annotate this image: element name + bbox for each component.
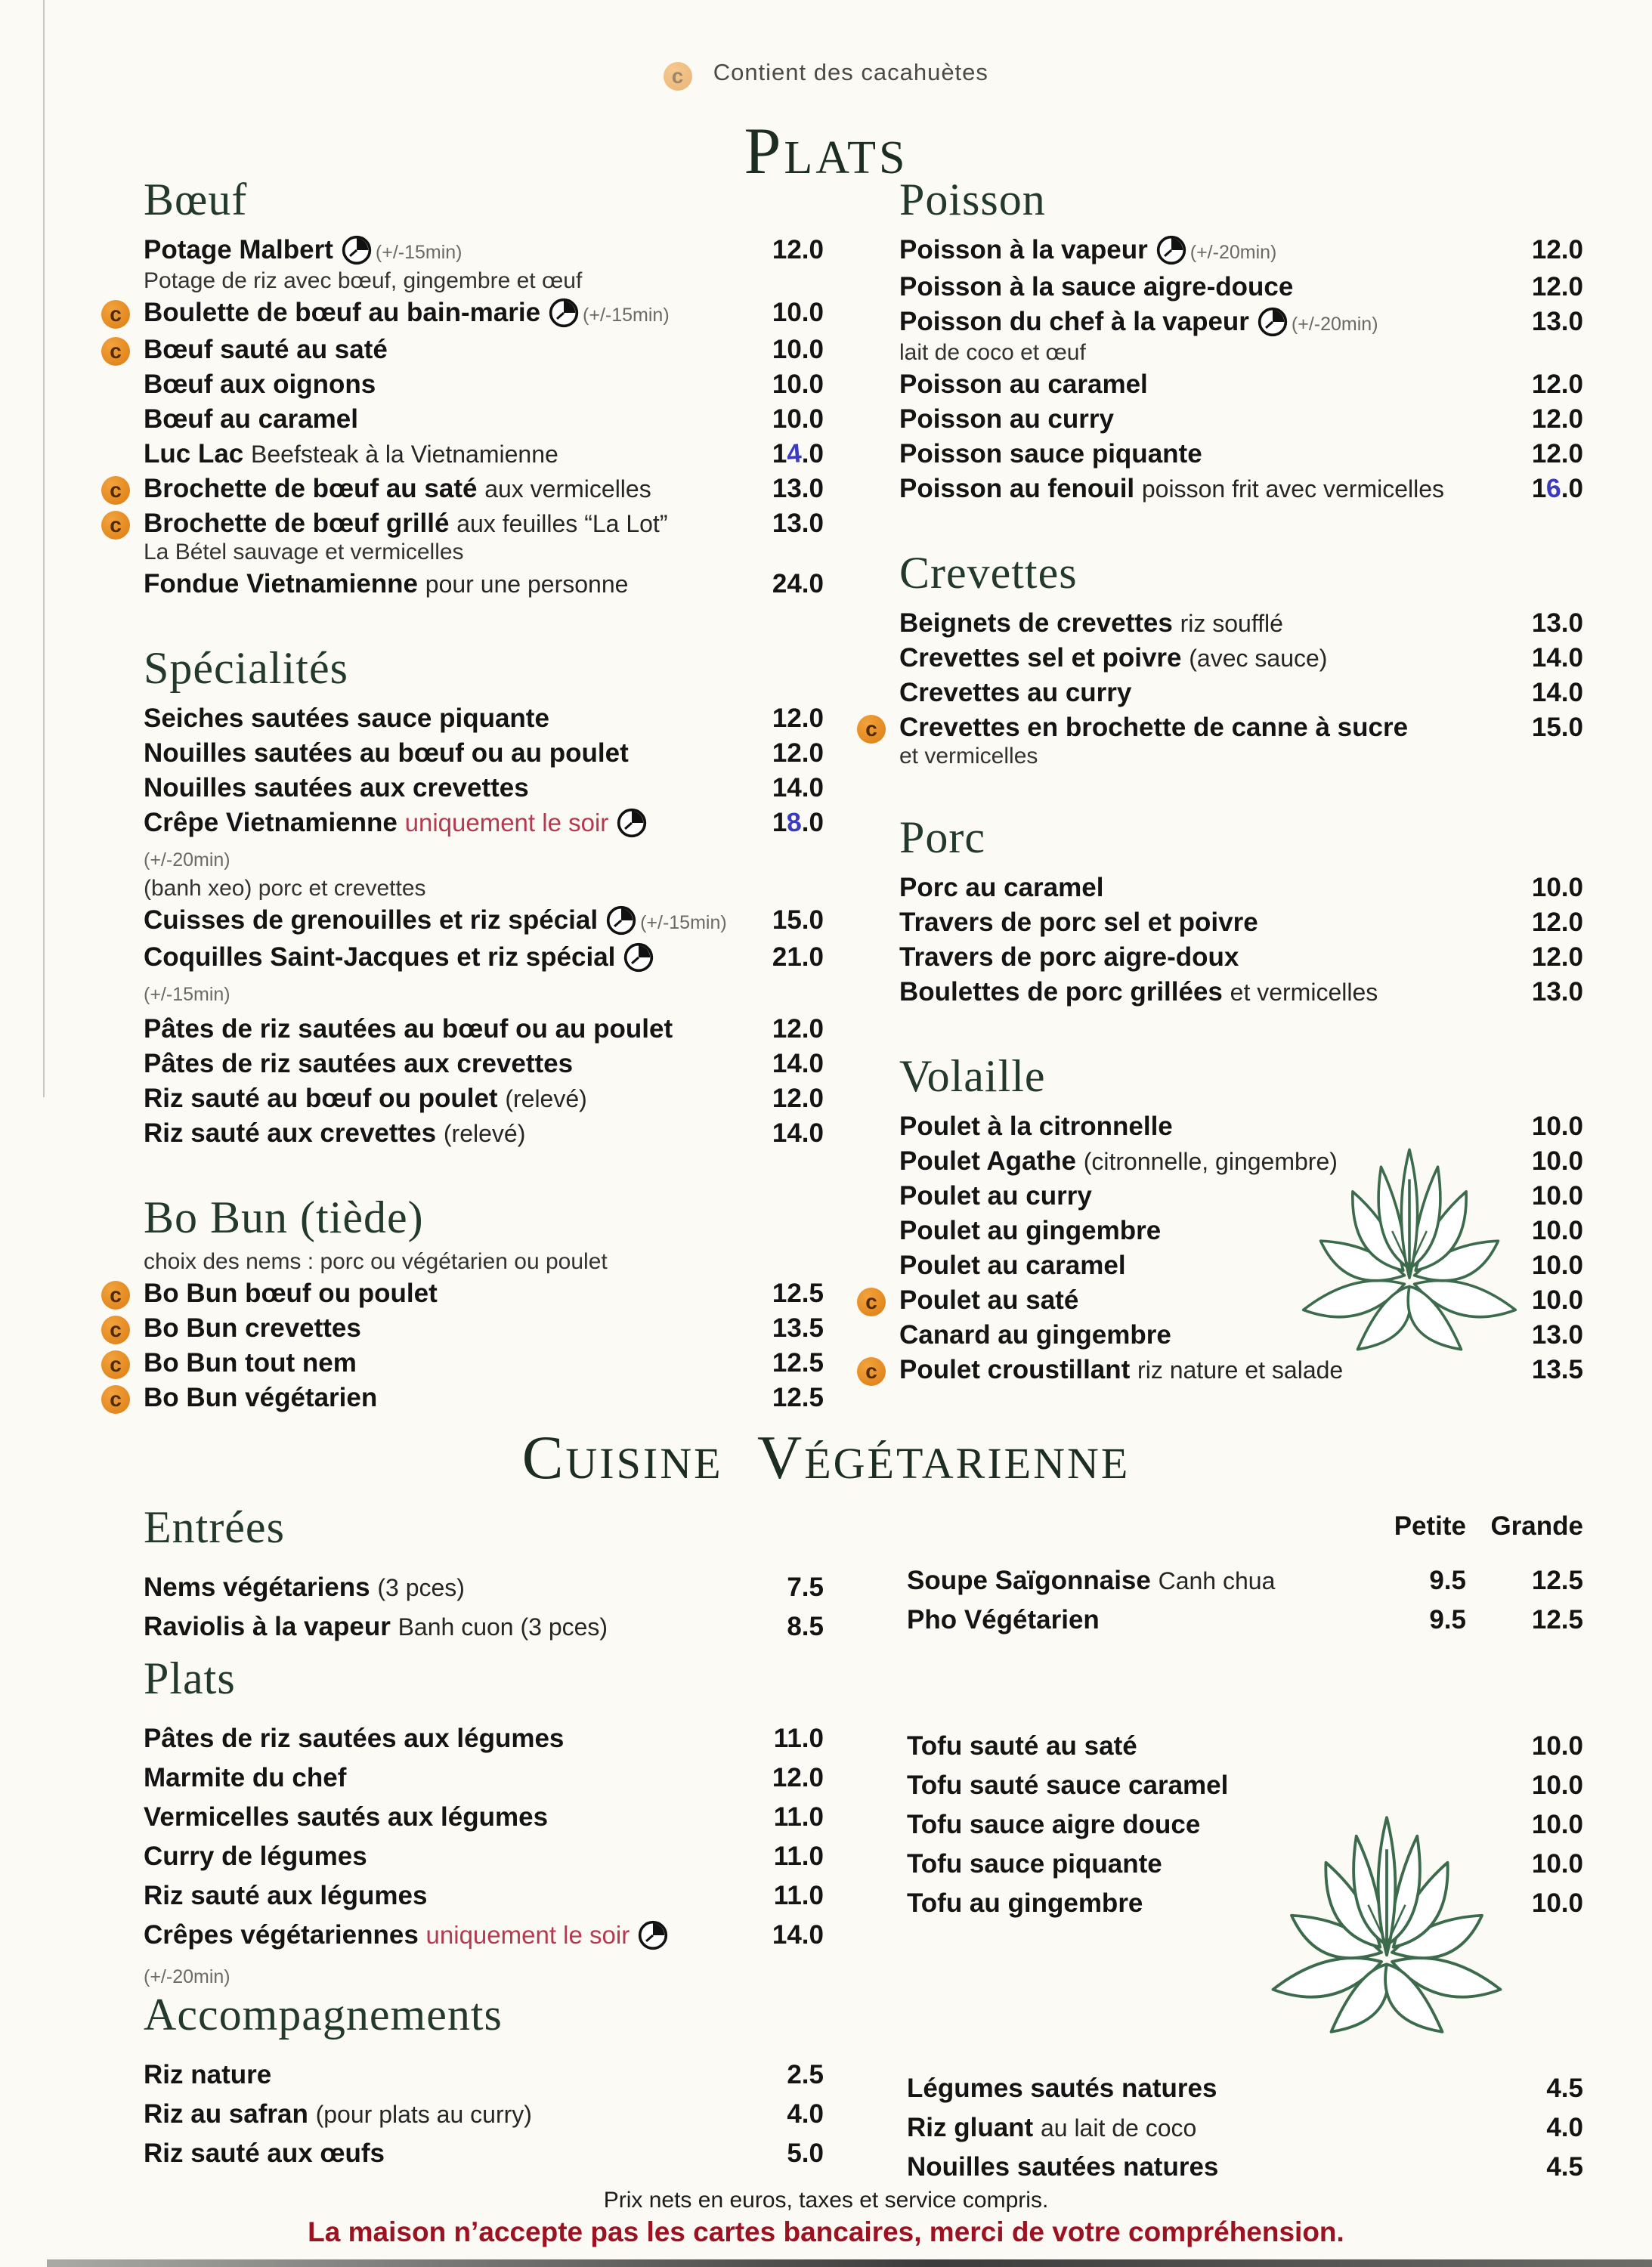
left-column — [110, 172, 824, 1415]
section-veg-entrees — [144, 1500, 824, 1647]
section-veg-soupes — [907, 1510, 1583, 1640]
clock-icon — [605, 905, 637, 936]
menu-item — [144, 402, 824, 437]
prep-time: (+/-20min) — [144, 1966, 230, 1987]
item-price: 13.0 — [1531, 608, 1583, 638]
item-price: 10.0 — [1531, 1251, 1583, 1280]
menu-item — [144, 367, 824, 402]
section-specialites — [144, 641, 824, 1151]
page-title-cuisine-vegetarienne: CUISINE VÉGÉTARIENNE — [521, 1423, 1131, 1492]
item-name: Riz sauté aux légumes — [144, 1881, 428, 1910]
item-price: 14.0 — [772, 773, 824, 803]
item-price-grande: 12.5 — [1531, 1566, 1583, 1595]
item-price: 12.5 — [772, 1279, 824, 1308]
item-price: 10.0 — [772, 298, 824, 327]
item-price: 4.5 — [1546, 2152, 1583, 2182]
menu-item — [899, 233, 1583, 270]
item-price: 13.0 — [772, 474, 824, 503]
menu-item — [144, 1012, 824, 1047]
prep-time: (+/-15min) — [144, 984, 230, 1005]
item-desc: Banh cuon (3 pces) — [398, 1613, 608, 1641]
item-price: 12.0 — [772, 1014, 824, 1044]
item-name: Porc au caramel — [899, 873, 1104, 902]
item-price: 4.5 — [1546, 2074, 1583, 2103]
clock-icon — [1257, 306, 1288, 338]
item-price-petite: 9.5 — [1429, 1605, 1466, 1635]
footer-prices-note: Prix nets en euros, taxes et service compris. — [603, 2188, 1049, 2213]
item-name: Bo Bun bœuf ou poulet — [144, 1279, 438, 1308]
peanut-allergen-icon: c — [101, 476, 130, 505]
item-price: 10.0 — [1531, 1146, 1583, 1176]
item-price: 7.5 — [787, 1573, 824, 1602]
item-price: 12.0 — [1531, 370, 1583, 399]
item-name: Nems végétariens — [144, 1573, 370, 1602]
peanut-allergen-icon: c — [664, 62, 692, 91]
section-title: Bœuf — [144, 175, 248, 224]
item-price: 13.5 — [1531, 1355, 1583, 1384]
menu-item — [110, 472, 824, 506]
menu-item — [144, 437, 824, 472]
item-description: (banh xeo) porc et crevettes — [144, 876, 426, 901]
item-name: Cuisses de grenouilles et riz spécial — [144, 905, 599, 935]
menu-item — [110, 332, 824, 367]
item-price: 12.0 — [772, 1763, 824, 1792]
item-name: Brochette de bœuf grillé — [144, 509, 450, 538]
section-veg-plats — [144, 1651, 824, 1996]
item-price: 13.0 — [1531, 977, 1583, 1007]
peanut-allergen-icon: c — [857, 1288, 886, 1316]
menu-item — [144, 1837, 824, 1876]
item-price: 2.5 — [787, 2060, 824, 2089]
item-desc: riz nature et salade — [1137, 1356, 1344, 1384]
size-col-grande: Grande — [1490, 1511, 1583, 1541]
item-name: Poulet au saté — [899, 1285, 1079, 1315]
item-price: 10.0 — [1531, 1810, 1583, 1839]
item-name: Tofu au gingembre — [907, 1888, 1143, 1918]
section-title: Spécialités — [144, 643, 348, 693]
item-name: Poisson à la vapeur — [899, 235, 1148, 264]
item-name: Crêpe Vietnamienne — [144, 808, 398, 837]
menu-item — [899, 270, 1583, 305]
item-desc: Canh chua — [1158, 1567, 1276, 1594]
item-price: 10.0 — [772, 335, 824, 364]
menu-item — [907, 2069, 1583, 2108]
section-note: choix des nems : porc ou végétarien ou poulet — [144, 1249, 608, 1274]
menu-item — [144, 233, 824, 270]
item-name: Riz au safran — [144, 2099, 308, 2129]
allergen-legend — [0, 59, 1652, 88]
item-name: Poulet au curry — [899, 1181, 1092, 1211]
item-price: 10.0 — [1531, 1181, 1583, 1211]
item-name: Poulet au caramel — [899, 1251, 1126, 1280]
item-price: 14.0 — [772, 1920, 824, 1950]
item-name: Légumes sautés natures — [907, 2074, 1217, 2103]
handwritten-ink-digit: 6 — [1545, 473, 1563, 504]
item-desc: (relevé) — [443, 1120, 526, 1147]
menu-item — [144, 2134, 824, 2173]
item-description: et vermicelles — [899, 744, 1038, 769]
item-price: 10.0 — [772, 404, 824, 434]
menu-item — [907, 2148, 1583, 2187]
peanut-allergen-icon: c — [101, 511, 130, 540]
item-price: 15.0 — [772, 905, 824, 935]
item-price: 10.0 — [1531, 1888, 1583, 1918]
menu-item — [144, 1798, 824, 1837]
item-price: 21.0 — [772, 942, 824, 972]
item-price: 13.5 — [772, 1313, 824, 1343]
section-title: Porc — [899, 812, 985, 862]
item-desc: aux feuilles “La Lot” — [456, 510, 668, 537]
item-name: Fondue Vietnamienne — [144, 569, 419, 598]
item-price: 11.0 — [773, 1724, 824, 1753]
menu-item — [899, 606, 1583, 641]
item-price: 10.0 — [1531, 1771, 1583, 1800]
item-name: Poisson au caramel — [899, 370, 1148, 399]
menu-item — [144, 1047, 824, 1081]
section-sides-right — [907, 2069, 1583, 2187]
section-title: Plats — [144, 1653, 236, 1703]
item-price: 14.0 — [1531, 643, 1583, 673]
photo-bottom-edge — [47, 2259, 1652, 2267]
item-price: 10.0 — [772, 370, 824, 399]
menu-item — [144, 771, 824, 806]
item-name: Bo Bun végétarien — [144, 1383, 378, 1412]
clock-icon — [637, 1919, 669, 1951]
menu-item — [899, 975, 1583, 1010]
item-name: Beignets de crevettes — [899, 608, 1173, 638]
peanut-allergen-icon: c — [101, 337, 130, 366]
item-description: lait de coco et œuf — [899, 340, 1086, 365]
item-price: 24.0 — [772, 569, 824, 598]
menu-item — [899, 905, 1583, 940]
item-price: 10.0 — [1531, 1285, 1583, 1315]
menu-item — [899, 402, 1583, 437]
section-accompagnements — [144, 1987, 824, 2173]
section-title: Volaille — [899, 1051, 1046, 1101]
item-name: Poisson du chef à la vapeur — [899, 307, 1249, 336]
item-price: 11.0 — [773, 1842, 824, 1871]
item-name: Tofu sauté au saté — [907, 1731, 1137, 1761]
item-name: Bœuf au caramel — [144, 404, 358, 434]
item-price: 12.0 — [1531, 439, 1583, 469]
section-title: Entrées — [144, 1502, 285, 1552]
item-name: Bo Bun tout nem — [144, 1348, 357, 1378]
item-name: Bœuf aux oignons — [144, 370, 376, 399]
item-price: 10.0 — [1531, 1849, 1583, 1879]
item-name: Crevettes au curry — [899, 678, 1132, 707]
item-desc: (3 pces) — [377, 1574, 465, 1601]
item-desc: pour une personne — [425, 571, 629, 598]
menu-item — [899, 676, 1583, 710]
item-price: 10.0 — [1531, 1112, 1583, 1141]
item-desc: poisson frit avec vermicelles — [1141, 475, 1445, 503]
section-title: Bo Bun (tiède) — [144, 1192, 424, 1242]
item-name: Riz sauté aux œufs — [144, 2139, 385, 2168]
item-name: Poulet Agathe — [899, 1146, 1076, 1176]
item-name: Raviolis à la vapeur — [144, 1612, 391, 1641]
item-name: Poulet au gingembre — [899, 1216, 1162, 1245]
menu-item — [907, 1601, 1583, 1640]
item-price: 13.0 — [1531, 1320, 1583, 1350]
size-col-petite: Petite — [1394, 1511, 1466, 1541]
menu-item — [144, 2055, 824, 2095]
item-desc: et vermicelles — [1230, 979, 1378, 1006]
menu-item — [907, 2108, 1583, 2148]
item-name: Crevettes sel et poivre — [899, 643, 1182, 673]
item-name: Potage Malbert — [144, 235, 333, 264]
item-name: Poisson au fenouil — [899, 474, 1135, 503]
item-name: Poisson au curry — [899, 404, 1114, 434]
peanut-allergen-icon: c — [101, 300, 130, 329]
item-name: Riz sauté aux crevettes — [144, 1118, 437, 1148]
menu-item — [144, 1116, 824, 1151]
item-name: Seiches sautées sauce piquante — [144, 704, 549, 733]
item-price: 15.0 — [1531, 713, 1583, 742]
evening-only-note: uniquement le soir — [425, 1921, 630, 1949]
item-name: Vermicelles sautés aux légumes — [144, 1802, 549, 1832]
item-name: Soupe Saïgonnaise — [907, 1566, 1151, 1595]
item-price: 13.0 — [772, 509, 824, 538]
menu-item — [899, 940, 1583, 975]
item-price: 12.0 — [1531, 908, 1583, 937]
item-name: Poisson sauce piquante — [899, 439, 1202, 469]
menu-item — [865, 710, 1583, 745]
item-desc: aux vermicelles — [484, 475, 651, 503]
menu-item — [899, 437, 1583, 472]
item-name: Poulet croustillant — [899, 1355, 1131, 1384]
item-price: 12.0 — [1531, 272, 1583, 302]
menu-item — [144, 701, 824, 736]
menu-item — [144, 903, 824, 940]
section-poisson — [899, 172, 1583, 506]
item-name: Coquilles Saint-Jacques et riz spécial — [144, 942, 616, 972]
item-name: Poulet à la citronnelle — [899, 1112, 1173, 1141]
item-price-grande: 12.5 — [1531, 1605, 1583, 1635]
item-name: Boulette de bœuf au bain-marie — [144, 298, 541, 327]
item-name: Marmite du chef — [144, 1763, 347, 1792]
item-desc: (pour plats au curry) — [315, 2101, 532, 2128]
item-desc: riz soufflé — [1180, 610, 1283, 637]
handwritten-ink-digit: 4 — [785, 438, 803, 469]
size-columns-header — [907, 1510, 1583, 1543]
item-name: Nouilles sautées aux crevettes — [144, 773, 529, 803]
menu-item — [899, 305, 1583, 342]
menu-item — [144, 736, 824, 771]
item-desc: (avec sauce) — [1189, 645, 1328, 672]
item-name: Pâtes de riz sautées aux légumes — [144, 1724, 565, 1753]
item-name: Pho Végétarien — [907, 1605, 1100, 1635]
item-name: Pâtes de riz sautées aux crevettes — [144, 1049, 574, 1078]
menu-item — [899, 367, 1583, 402]
item-price: 11.0 — [773, 1881, 824, 1910]
item-price: 4.0 — [787, 2099, 824, 2129]
item-price: 12.0 — [1531, 404, 1583, 434]
item-price: 10.0 — [1531, 873, 1583, 902]
peanut-allergen-icon: c — [857, 715, 886, 744]
allergen-legend-text: Contient des cacahuètes — [713, 59, 988, 85]
item-name: Crevettes en brochette de canne à sucre — [899, 713, 1409, 742]
menu-item — [110, 506, 824, 541]
prep-time: (+/-15min) — [640, 912, 727, 933]
item-description: La Bétel sauvage et vermicelles — [144, 540, 464, 564]
item-desc: (citronnelle, gingembre) — [1083, 1148, 1338, 1175]
item-price: 12.0 — [772, 235, 824, 264]
menu-item — [907, 1727, 1583, 1766]
clock-icon — [1155, 234, 1187, 266]
section-title: Accompagnements — [144, 1990, 503, 2040]
menu-item — [144, 940, 824, 1012]
item-name: Canard au gingembre — [899, 1320, 1171, 1350]
prep-time: (+/-20min) — [144, 849, 230, 871]
menu-item — [110, 1346, 824, 1381]
item-price: 14.0 — [733, 437, 824, 472]
item-name: Riz nature — [144, 2060, 272, 2089]
prep-time: (+/-15min) — [583, 305, 670, 326]
item-price: 12.0 — [772, 704, 824, 733]
item-name: Crêpes végétariennes — [144, 1920, 419, 1950]
item-price: 4.0 — [1546, 2113, 1583, 2142]
menu-item — [144, 1607, 824, 1647]
footer-no-cards-note: La maison n’accepte pas les cartes bancaires, merci de votre compréhension. — [308, 2216, 1344, 2247]
section-crevettes — [865, 546, 1583, 771]
item-price: 18.0 — [733, 806, 824, 840]
clock-icon — [623, 942, 654, 973]
menu-item — [899, 472, 1583, 506]
item-name: Boulettes de porc grillées — [899, 977, 1223, 1007]
menu-item — [144, 1876, 824, 1916]
page-title-plats: PLATS — [744, 115, 908, 188]
section-porc — [899, 810, 1583, 1010]
item-name: Nouilles sautées natures — [907, 2152, 1219, 2182]
peanut-allergen-icon: c — [101, 1316, 130, 1344]
item-price: 12.0 — [1531, 235, 1583, 264]
item-name: Bo Bun crevettes — [144, 1313, 361, 1343]
handwritten-ink-digit: 8 — [785, 807, 803, 838]
item-price: 12.0 — [1531, 942, 1583, 972]
menu-item — [899, 641, 1583, 676]
section-title: Crevettes — [899, 548, 1078, 598]
item-name: Riz sauté au bœuf ou poulet — [144, 1084, 498, 1113]
item-price: 10.0 — [1531, 1731, 1583, 1761]
item-price: 12.0 — [772, 738, 824, 768]
peanut-allergen-icon: c — [857, 1357, 886, 1386]
item-name: Pâtes de riz sautées au bœuf ou au poulet — [144, 1014, 673, 1044]
menu-item — [110, 1276, 824, 1311]
item-name: Brochette de bœuf au saté — [144, 474, 478, 503]
section-boeuf — [110, 172, 824, 602]
item-name: Poisson à la sauce aigre-douce — [899, 272, 1294, 302]
item-name: Travers de porc aigre-doux — [899, 942, 1239, 972]
prep-time: (+/-15min) — [375, 242, 462, 263]
prep-time: (+/-20min) — [1190, 242, 1277, 263]
menu-item — [110, 1311, 824, 1346]
menu-item — [144, 1758, 824, 1798]
item-price: 5.0 — [787, 2139, 824, 2168]
item-price: 8.5 — [787, 1612, 824, 1641]
item-price: 10.0 — [1531, 1216, 1583, 1245]
item-name: Luc Lac — [144, 439, 244, 469]
item-price: 12.0 — [772, 1084, 824, 1113]
item-name: Tofu sauce piquante — [907, 1849, 1162, 1879]
menu-item — [144, 2095, 824, 2134]
item-name: Curry de légumes — [144, 1842, 367, 1871]
menu-item — [144, 1916, 824, 1996]
item-price-petite: 9.5 — [1429, 1566, 1466, 1595]
menu-item — [110, 1381, 824, 1415]
item-name: Bœuf sauté au saté — [144, 335, 388, 364]
menu-item — [110, 295, 824, 332]
menu-item — [144, 1719, 824, 1758]
item-name: Tofu sauté sauce caramel — [907, 1771, 1229, 1800]
lotus-illustration — [1285, 1127, 1534, 1362]
item-desc: Beefsteak à la Vietnamienne — [251, 441, 558, 468]
peanut-allergen-icon: c — [101, 1350, 130, 1379]
menu-item — [899, 871, 1583, 905]
menu-item — [907, 1561, 1583, 1601]
clock-icon — [616, 807, 648, 839]
item-name: Riz gluant — [907, 2113, 1034, 2142]
clock-icon — [548, 297, 580, 329]
item-name: Travers de porc sel et poivre — [899, 908, 1258, 937]
item-desc: (relevé) — [505, 1085, 587, 1112]
item-desc: au lait de coco — [1040, 2114, 1197, 2142]
item-name: Tofu sauce aigre douce — [907, 1810, 1201, 1839]
menu-item — [144, 1081, 824, 1116]
menu-item — [144, 567, 824, 602]
item-price: 14.0 — [772, 1049, 824, 1078]
item-price: 11.0 — [773, 1802, 824, 1832]
clock-icon — [341, 234, 373, 266]
item-name: Nouilles sautées au bœuf ou au poulet — [144, 738, 629, 768]
menu-item — [144, 1568, 824, 1607]
item-price: 16.0 — [1493, 472, 1583, 506]
item-price: 12.5 — [772, 1348, 824, 1378]
prep-time: (+/-20min) — [1291, 314, 1378, 335]
item-price: 12.5 — [772, 1383, 824, 1412]
lotus-illustration — [1254, 1783, 1519, 2055]
menu-item — [144, 806, 824, 877]
evening-only-note: uniquement le soir — [404, 809, 609, 837]
section-title: Poisson — [899, 175, 1046, 224]
peanut-allergen-icon: c — [101, 1281, 130, 1310]
peanut-allergen-icon: c — [101, 1385, 130, 1414]
item-description: Potage de riz avec bœuf, gingembre et œuf — [144, 268, 583, 293]
section-bobun — [110, 1190, 824, 1415]
item-price: 13.0 — [1531, 307, 1583, 336]
item-price: 14.0 — [772, 1118, 824, 1148]
item-price: 14.0 — [1531, 678, 1583, 707]
